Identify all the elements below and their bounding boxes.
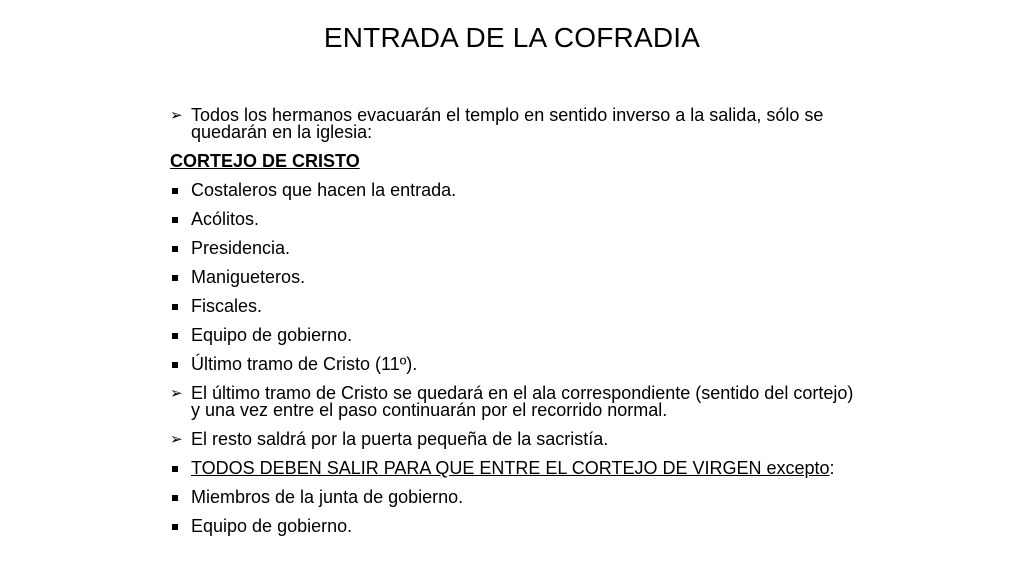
list-item <box>170 327 860 344</box>
list-item-text: Acólitos. <box>191 209 260 229</box>
list-item <box>170 269 860 286</box>
list-item-text: Costaleros que hacen la entrada. <box>191 180 457 200</box>
list-item-text: Todos los hermanos evacuarán el templo en sentido inverso a la salida, sólo se quedarán en la iglesia: <box>191 105 824 142</box>
list-item-text: Fiscales. <box>191 296 263 316</box>
section-heading <box>170 153 860 170</box>
list-item <box>170 489 860 506</box>
slide-title: ENTRADA DE LA COFRADIA <box>323 22 701 53</box>
list-item-text: El último tramo de Cristo se quedará en el ala correspondiente (sentido del cortejo) y una vez entre el paso continuarán por el recorrido normal. <box>191 383 854 420</box>
list-item-text: Último tramo de Cristo (11º). <box>191 354 418 374</box>
list-item-text: Equipo de gobierno. <box>191 516 353 536</box>
list-item-text: El resto saldrá por la puerta pequeña de la sacristía. <box>191 429 609 449</box>
section-heading-text: CORTEJO DE CRISTO <box>170 151 360 171</box>
list-item <box>170 431 860 448</box>
list-item-text: Presidencia. <box>191 238 291 258</box>
list-item <box>170 385 860 419</box>
arrow-bullet-icon: ➢ <box>170 106 183 124</box>
list-item <box>170 182 860 199</box>
arrow-bullet-icon: ➢ <box>170 430 183 448</box>
list-item <box>170 460 860 477</box>
list-item-text: Miembros de la junta de gobierno. <box>191 487 464 507</box>
list-item <box>170 211 860 228</box>
list-item-text-underlined: TODOS DEBEN SALIR PARA QUE ENTRE EL CORTEJO DE VIRGEN excepto <box>191 458 830 478</box>
list-item-text: Manigueteros. <box>191 267 306 287</box>
list-item <box>170 107 860 141</box>
list-item-text-suffix: : <box>829 458 835 478</box>
arrow-bullet-icon: ➢ <box>170 384 183 402</box>
list-item <box>170 240 860 257</box>
list-item <box>170 356 860 373</box>
list-item-text: Equipo de gobierno. <box>191 325 353 345</box>
list-item <box>170 518 860 535</box>
slide-content <box>170 107 860 547</box>
list-item <box>170 298 860 315</box>
